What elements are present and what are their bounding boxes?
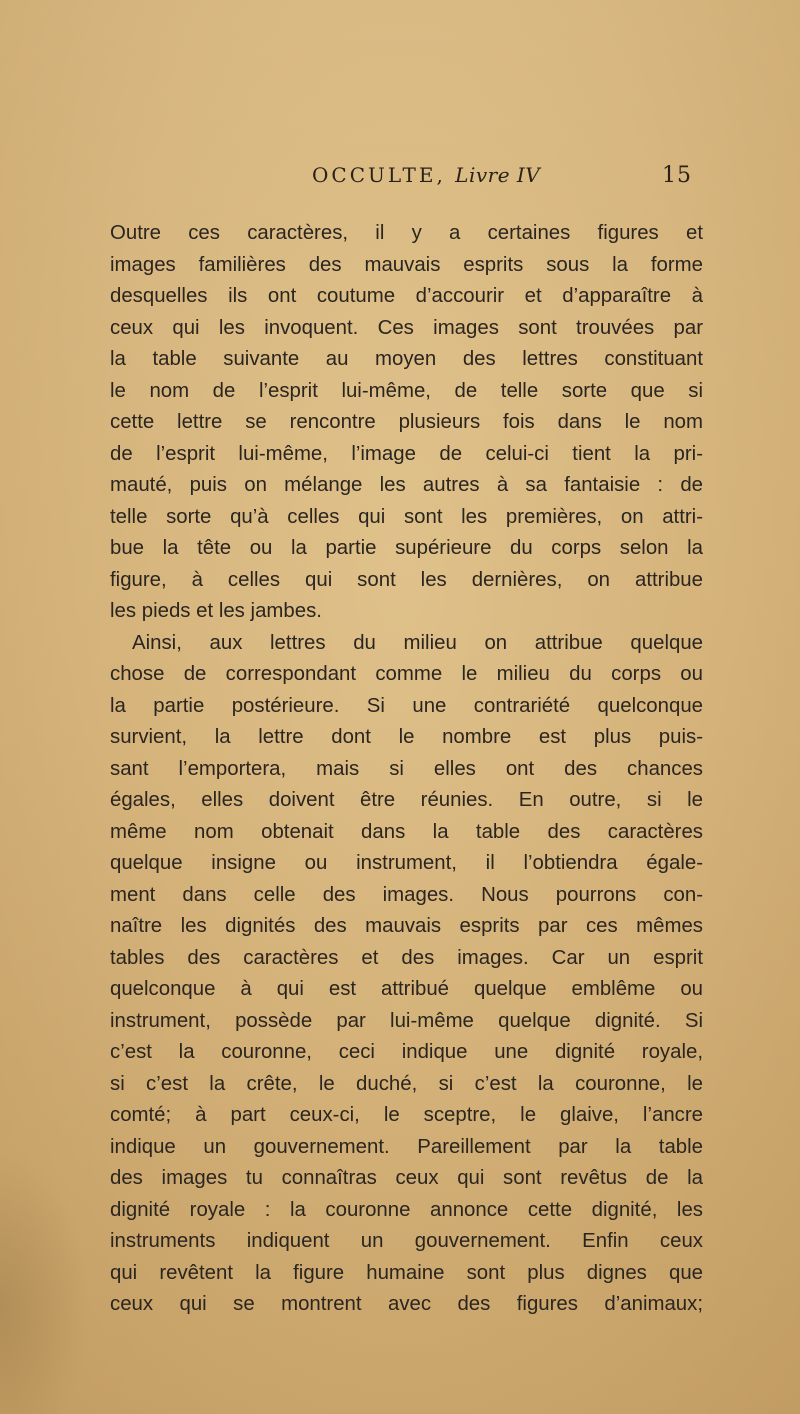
text-line: mauté, puis on mélange les autres à sa fantaisie : de: [110, 474, 703, 496]
page-number: 15: [662, 163, 692, 188]
paragraph: [110, 628, 703, 1321]
text-line: instruments indiquent un gouvernement. Enfin ceux: [110, 1230, 703, 1252]
text-line: la partie postérieure. Si une contrariété quelconque: [110, 694, 703, 717]
text-line: figure, à celles qui sont les dernières, on attribue: [110, 568, 703, 591]
text-line: des images tu connaîtras ceux qui sont revêtus de la: [110, 1167, 703, 1189]
text-line: tables des caractères et des images. Car un esprit: [110, 946, 703, 969]
text-line: les pieds et les jambes.: [110, 600, 322, 622]
text-line: ment dans celle des images. Nous pourrons con-: [110, 883, 703, 906]
text-line: telle sorte qu’à celles qui sont les premières, on attri-: [110, 505, 703, 528]
text-line: comté; à part ceux-ci, le sceptre, le glaive, l’ancre: [110, 1104, 703, 1126]
text-line: bue la tête ou la partie supérieure du corps selon la: [110, 537, 703, 559]
text-line: indique un gouvernement. Pareillement par la table: [110, 1135, 703, 1158]
text-line: desquelles ils ont coutume d’accourir et d’apparaître à: [110, 285, 703, 307]
paper-stain: [0, 1150, 90, 1414]
running-title-caps: OCCULTE,: [312, 163, 456, 187]
running-title-italic: Livre IV: [455, 163, 541, 187]
paragraph: [110, 218, 703, 628]
text-line: ceux qui se montrent avec des figures d’animaux;: [110, 1293, 703, 1315]
text-line: quelque insigne ou instrument, il l’obtiendra égale-: [110, 852, 703, 874]
text-line: Ainsi, aux lettres du milieu on attribue quelque: [132, 631, 703, 654]
text-line: survient, la lettre dont le nombre est plus puis-: [110, 726, 703, 748]
running-title: [312, 163, 540, 187]
body-text: [110, 218, 703, 1321]
text-line: instrument, possède par lui-même quelque dignité. Si: [110, 1009, 703, 1032]
running-header: [0, 163, 800, 195]
text-line: images familières des mauvais esprits sous la forme: [110, 253, 703, 276]
text-line: qui revêtent la figure humaine sont plus dignes que: [110, 1261, 703, 1284]
text-line: quelconque à qui est attribué quelque emblême ou: [110, 978, 703, 1000]
text-line: ceux qui les invoquent. Ces images sont trouvées par: [110, 316, 703, 339]
text-line: dignité royale : la couronne annonce cette dignité, les: [110, 1198, 703, 1221]
text-line: sant l’emportera, mais si elles ont des chances: [110, 757, 703, 780]
text-line: de l’esprit lui-même, l’image de celui-ci tient la pri-: [110, 442, 703, 465]
text-line: la table suivante au moyen des lettres constituant: [110, 348, 703, 370]
text-line: Outre ces caractères, il y a certaines figures et: [110, 222, 703, 244]
text-line: le nom de l’esprit lui-même, de telle sorte que si: [110, 379, 703, 402]
text-line: chose de correspondant comme le milieu du corps ou: [110, 663, 703, 685]
text-line: si c’est la crête, le duché, si c’est la couronne, le: [110, 1072, 703, 1095]
text-line: cette lettre se rencontre plusieurs fois dans le nom: [110, 411, 703, 433]
text-line: c’est la couronne, ceci indique une dignité royale,: [110, 1041, 703, 1063]
text-line: naître les dignités des mauvais esprits par ces mêmes: [110, 915, 703, 937]
text-line: égales, elles doivent être réunies. En outre, si le: [110, 789, 703, 811]
text-line: même nom obtenait dans la table des caractères: [110, 820, 703, 843]
